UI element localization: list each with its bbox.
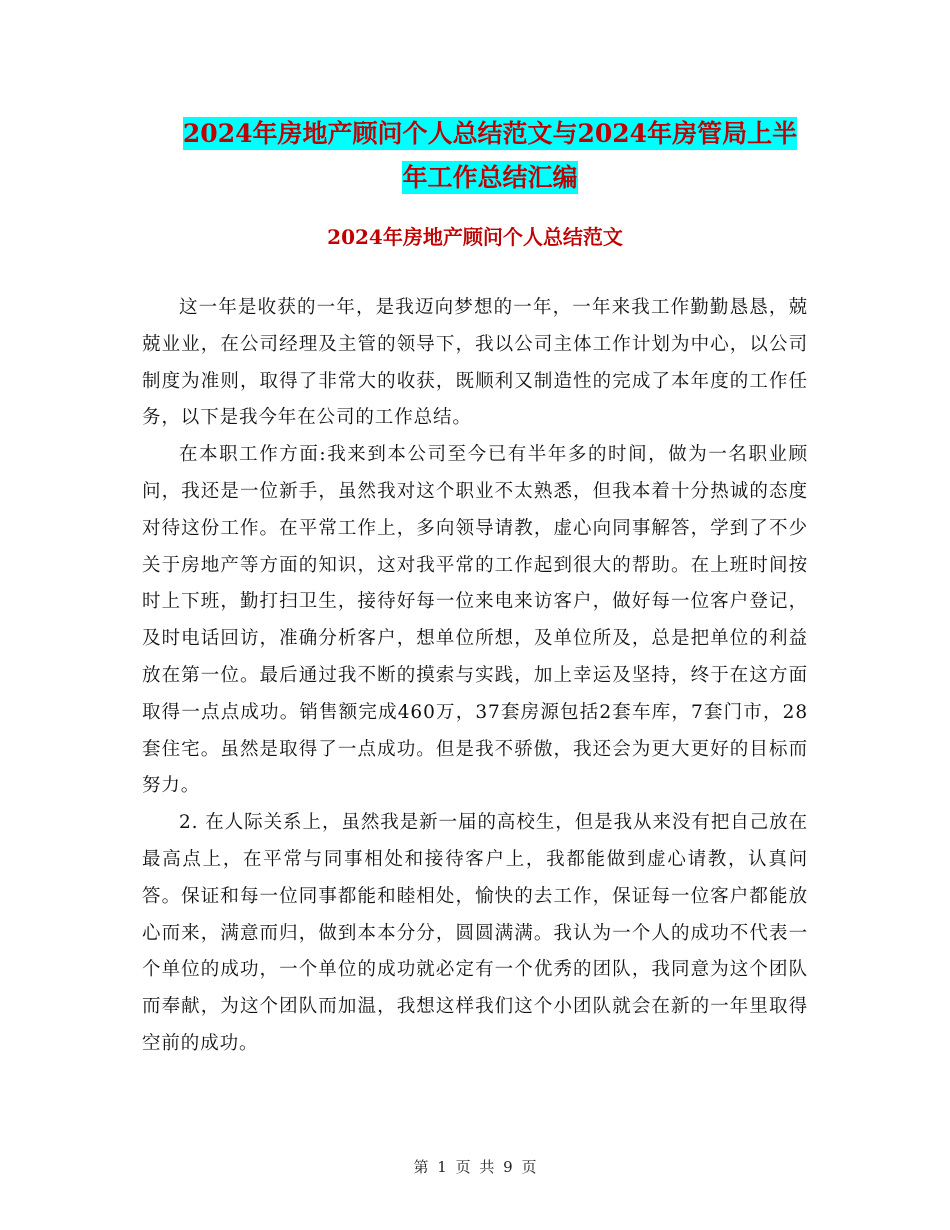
document-title [140,112,840,200]
document-title-line-1: 2024年房地产顾问个人总结范文与2024年房管局上半 [182,119,798,148]
paragraph-3: 2. 在人际关系上，虽然我是新一届的高校生，但是我从来没有把自己放在最高点上，在平常与同事相处和接待客户上，我都能做到虚心请教，认真问答。保证和每一位同事都能和睦相处，愉快的去工作，保证每一位客户都能放心而来，满意而归，做到本本分分，圆圆满满。我认为一个人的成功不代表一个单位的成功，一个单位的成功就必定有一个优秀的团队，我同意为这个团队而奉献，为这个团队而加温，我想这样我们这个小团队就会在新的一年里取得空前的成功。 [142,812,808,1054]
paragraph-1: 这一年是收获的一年，是我迈向梦想的一年，一年来我工作勤勤恳恳，兢兢业业，在公司经理及主管的领导下，我以公司主体工作计划为中心，以公司制度为准则，取得了非常大的收获，既顺利又制造性的完成了本年度的工作任务，以下是我今年在公司的工作总结。 [142,297,808,429]
section-title: 2024年房地产顾问个人总结范文 [327,225,623,249]
page-footer: 第 1 页 共 9 页 [413,1158,537,1176]
paragraph-2: 在本职工作方面:我来到本公司至今已有半年多的时间，做为一名职业顾问，我还是一位新手，虽然我对这个职业不太熟悉，但我本着十分热诚的态度对待这份工作。在平常工作上，多向领导请教，虚心向同事解答，学到了不少关于房地产等方面的知识，这对我平常的工作起到很大的帮助。在上班时间按时上下班，勤打扫卫生，接待好每一位来电来访客户，做好每一位客户登记，及时电话回访，准确分析客户，想单位所想，及单位所及，总是把单位的利益放在第一位。最后通过我不断的摸索与实践，加上幸运及坚持，终于在这方面取得一点点成功。销售额完成460万，37套房源包括2套车库，7套门市，28套住宅。虽然是取得了一点成功。但是我不骄傲，我还会为更大更好的目标而努力。 [142,444,808,797]
document-title-line-2: 年工作总结汇编 [402,163,578,192]
document-body [142,290,808,1063]
